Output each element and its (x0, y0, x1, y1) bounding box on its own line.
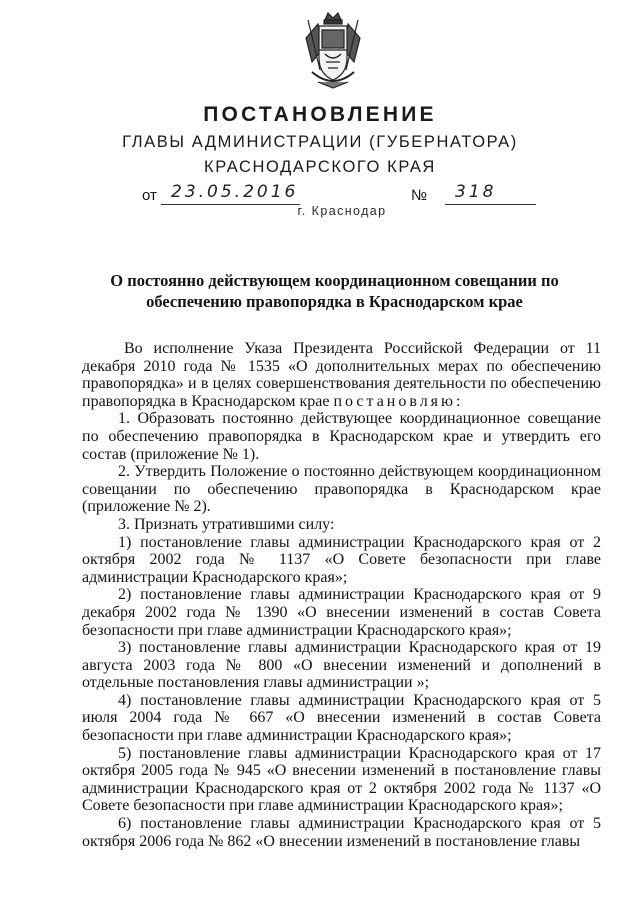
body-paragraph: 1. Образовать постоянно действующее координационное совещание по обеспечению правопорядка в Краснодарском крае и утвердить его состав (приложение № 1). (82, 410, 601, 463)
intro-paragraph (82, 340, 601, 410)
issuer-line-1: ГЛАВЫ АДМИНИСТРАЦИИ (ГУБЕРНАТОРА) (122, 133, 518, 151)
city-label: г. Краснодар (297, 204, 387, 218)
body-paragraph: 5) постановление главы администрации Краснодарского края от 17 октября 2005 года № 945 «О внесении изменений в постановление главы администрации Краснодарского края от 2 октября 2002 года № 1137 «О Совете безопасности при главе администрации Краснодарского края»; (82, 744, 601, 815)
body-paragraph: 1) постановление главы администрации Краснодарского края от 2 октября 2002 года № 1137 «О Совете безопасности при главе администрации Краснодарского края»; (82, 533, 601, 586)
intro-decree-word: постановляю (333, 392, 456, 410)
coat-of-arms-icon (298, 10, 368, 92)
date-label: от (142, 187, 157, 204)
document-type-heading: ПОСТАНОВЛЕНИЕ (203, 103, 437, 126)
body-paragraph: 3. Признать утратившими силу: (118, 515, 335, 533)
number-label: № (411, 187, 428, 204)
intro-end: : (456, 392, 461, 410)
date-value: 23.05.2016 (171, 182, 299, 202)
body-paragraph: 3) постановление главы администрации Краснодарского края от 19 августа 2003 года № 800 «О внесении изменений и дополнений в отдельные постановления главы администрации »; (82, 639, 601, 692)
body-paragraph: 2) постановление главы администрации Краснодарского края от 9 декабря 2002 года № 1390 «О внесении изменений в состав Совета безопасности при главе администрации Краснодарского края»; (82, 586, 601, 639)
body-paragraph: 4) постановление главы администрации Краснодарского края от 5 июля 2004 года № 667 «О внесении изменений в состав Совета безопасности при главе администрации Краснодарского края»; (82, 691, 601, 745)
document-title: О постоянно действующем координационном совещании по обеспечению правопорядка в Краснодарском крае (110, 271, 559, 311)
body-paragraph: 2. Утвердить Положение о постоянно действующем координационном совещании по обеспечению правопорядка в Краснодарском крае (приложение № 2). (82, 463, 601, 516)
number-value: 318 (455, 182, 497, 202)
body-paragraph: 6) постановление главы администрации Краснодарского края от 5 октября 2006 года № 862 «О внесении изменений в постановление главы (82, 815, 601, 850)
document-body (82, 340, 601, 850)
issuer-line-2: КРАСНОДАРСКОГО КРАЯ (204, 158, 436, 176)
intro-text: Во исполнение Указа Президента Российской Федерации от 11 декабря 2010 года № 1535 «О дополнительных мерах по обеспечению правопорядка» и в целях совершенствования деятельности по обеспечению правопорядка в Краснодарском крае (82, 340, 601, 410)
